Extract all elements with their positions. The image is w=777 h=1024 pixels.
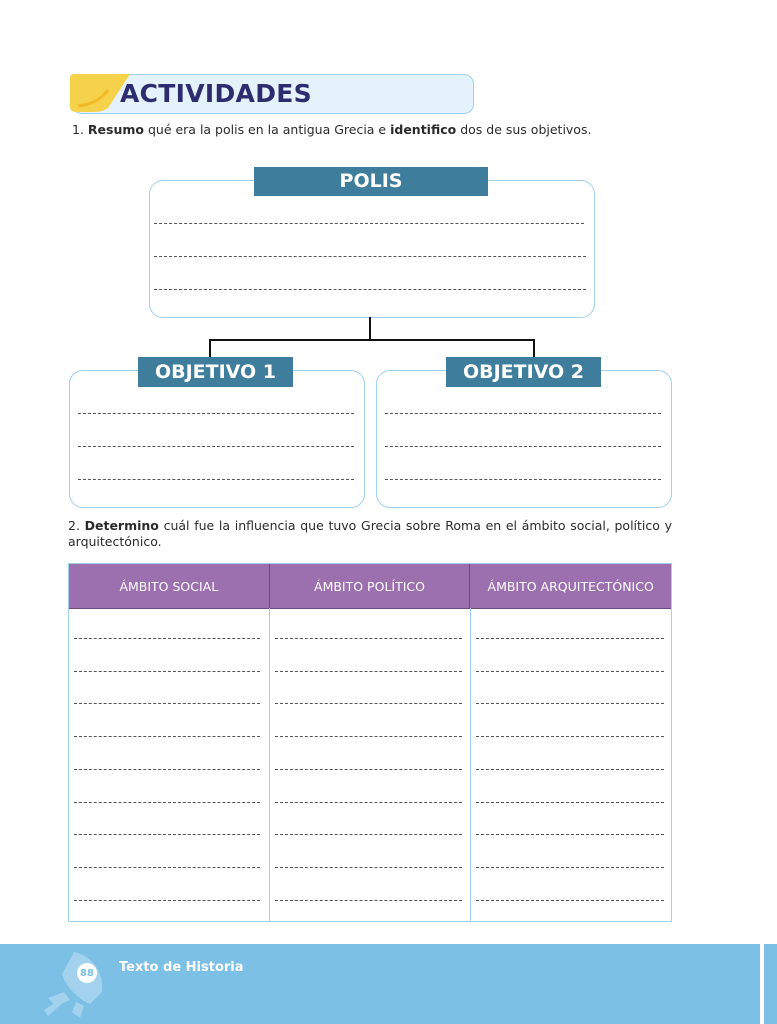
answer-line[interactable] xyxy=(476,834,664,835)
answer-line[interactable] xyxy=(74,834,260,835)
answer-line[interactable] xyxy=(74,769,260,770)
activity-2-verb: Determino xyxy=(84,518,159,533)
table-header-architectural: ÁMBITO ARQUITECTÓNICO xyxy=(470,564,671,608)
activity-1-verb-1: Resumo xyxy=(87,122,144,137)
answer-line[interactable] xyxy=(74,867,260,868)
answer-line[interactable] xyxy=(476,867,664,868)
table-header-social: ÁMBITO SOCIAL xyxy=(69,564,270,608)
answer-line[interactable] xyxy=(275,900,462,901)
connector-horizontal xyxy=(209,339,535,341)
answer-line[interactable] xyxy=(275,703,462,704)
answer-line[interactable] xyxy=(74,900,260,901)
activity-2-text: cuál fue la influencia que tuvo Grecia sobre Roma en el ámbito social, político y arquitectónico. xyxy=(68,518,672,549)
answer-line[interactable] xyxy=(476,900,664,901)
answer-line[interactable] xyxy=(476,703,664,704)
influence-table xyxy=(68,563,672,922)
polis-box xyxy=(149,180,595,318)
activity-2-instruction xyxy=(68,518,672,550)
answer-line[interactable] xyxy=(385,446,661,447)
table-header-row xyxy=(69,564,671,609)
page-number: 88 xyxy=(77,963,97,983)
answer-line[interactable] xyxy=(476,802,664,803)
objective-2-label: OBJETIVO 2 xyxy=(446,357,601,387)
activity-1-verb-2: identifico xyxy=(390,122,457,137)
objective-2-box xyxy=(376,370,672,508)
activity-1-text-1: qué era la polis en la antigua Grecia e xyxy=(143,122,391,137)
answer-line[interactable] xyxy=(78,446,354,447)
rocket-icon xyxy=(34,948,114,1020)
answer-line[interactable] xyxy=(78,413,354,414)
answer-line[interactable] xyxy=(476,769,664,770)
activity-1-text-2: dos de sus objetivos. xyxy=(456,122,592,137)
answer-line[interactable] xyxy=(476,671,664,672)
answer-line[interactable] xyxy=(385,479,661,480)
answer-line[interactable] xyxy=(275,736,462,737)
activity-2-number: 2. xyxy=(68,518,80,533)
answer-line[interactable] xyxy=(275,802,462,803)
answer-line[interactable] xyxy=(74,802,260,803)
answer-line[interactable] xyxy=(74,703,260,704)
column-divider xyxy=(269,608,270,921)
answer-line[interactable] xyxy=(385,413,661,414)
connector-left-drop xyxy=(209,339,211,357)
connector-right-drop xyxy=(533,339,535,357)
answer-line[interactable] xyxy=(78,479,354,480)
answer-line[interactable] xyxy=(275,834,462,835)
polis-label: POLIS xyxy=(254,167,488,196)
answer-line[interactable] xyxy=(476,736,664,737)
connector-vertical xyxy=(369,317,371,340)
activities-title: ACTIVIDADES xyxy=(120,79,312,108)
objective-1-box xyxy=(69,370,365,508)
activity-1-instruction xyxy=(72,122,712,138)
answer-line[interactable] xyxy=(154,223,584,224)
answer-line[interactable] xyxy=(275,638,462,639)
column-divider xyxy=(470,608,471,921)
answer-line[interactable] xyxy=(154,289,586,290)
table-header-political: ÁMBITO POLÍTICO xyxy=(270,564,471,608)
answer-line[interactable] xyxy=(154,256,586,257)
answer-line[interactable] xyxy=(74,736,260,737)
activity-1-number: 1. xyxy=(72,122,84,137)
answer-line[interactable] xyxy=(275,769,462,770)
page-footer-edge xyxy=(764,944,777,1024)
answer-line[interactable] xyxy=(74,671,260,672)
objective-1-label: OBJETIVO 1 xyxy=(138,357,293,387)
answer-line[interactable] xyxy=(275,671,462,672)
answer-line[interactable] xyxy=(74,638,260,639)
answer-line[interactable] xyxy=(476,638,664,639)
page-footer xyxy=(0,944,760,1024)
answer-line[interactable] xyxy=(275,867,462,868)
book-title: Texto de Historia xyxy=(119,960,244,975)
